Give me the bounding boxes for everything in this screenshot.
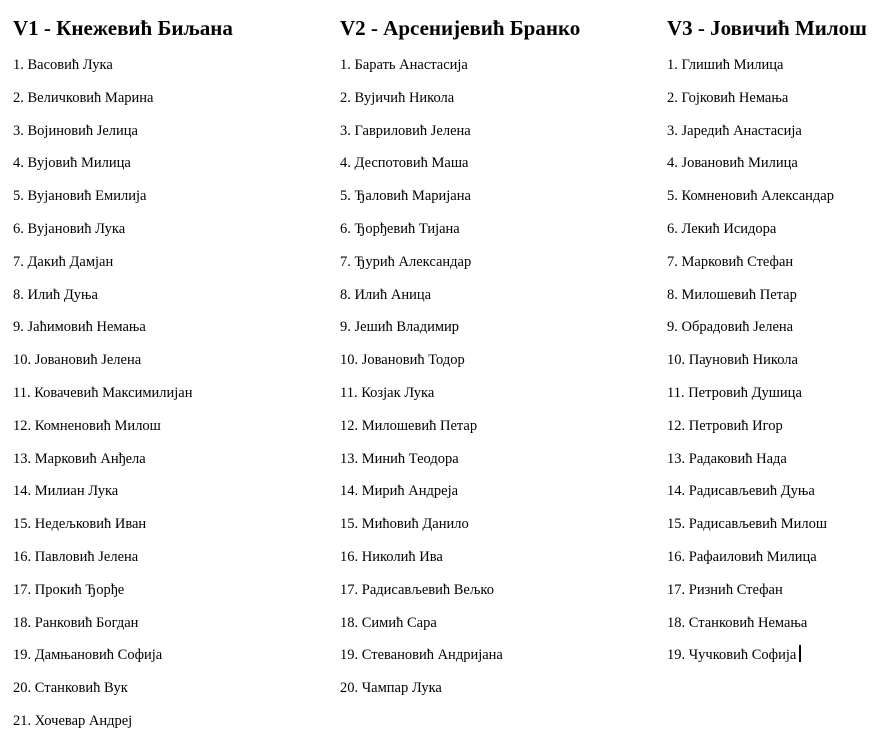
student-list-item [340, 580, 503, 613]
student-list-item [667, 449, 834, 482]
student-name: 16. Рафаиловић Милица [667, 548, 817, 565]
student-list-item [13, 186, 193, 219]
student-list-item [667, 121, 834, 154]
student-list-item [340, 350, 503, 383]
student-name: 20. Станковић Вук [13, 680, 128, 697]
student-name: 19. Стевановић Андријана [340, 647, 503, 664]
student-list-item [667, 416, 834, 449]
student-name: 2. Гојковић Немања [667, 89, 789, 106]
student-list-item [667, 252, 834, 285]
student-name: 18. Станковић Немања [667, 614, 808, 631]
student-name: 6. Вујановић Лука [13, 220, 126, 237]
student-list-item [13, 252, 193, 285]
student-list-item [340, 186, 503, 219]
student-list-item [13, 645, 193, 678]
student-name: 13. Минић Теодора [340, 450, 459, 467]
student-name: 10. Јовановић Јелена [13, 352, 142, 369]
column-title-v1: V1 - Кнежевић Биљана [13, 16, 233, 40]
student-list-item [667, 481, 834, 514]
student-name: 15. Радисављевић Милош [667, 516, 828, 533]
student-name: 13. Марковић Анђела [13, 450, 146, 467]
student-list-item [13, 416, 193, 449]
student-list-item [667, 219, 834, 252]
student-name: 11. Козјак Лука [340, 384, 435, 401]
student-list-item [667, 186, 834, 219]
student-list-item [13, 121, 193, 154]
student-name: 1. Васовић Лука [13, 57, 113, 73]
student-list-item [13, 350, 193, 383]
student-list-item [340, 449, 503, 482]
text-cursor [799, 645, 801, 662]
student-list-item [340, 613, 503, 646]
student-name: 10. Пауновић Никола [667, 352, 798, 369]
student-name: 8. Илић Аница [340, 286, 432, 303]
student-name: 7. Дакић Дамјан [13, 253, 114, 270]
student-name: 20. Чампар Лука [340, 680, 442, 697]
student-list-item [13, 88, 193, 121]
student-list-item [340, 481, 503, 514]
student-name: 14. Мирић Андреја [340, 483, 459, 500]
student-list-item [13, 514, 193, 547]
student-list-v2 [340, 55, 503, 711]
student-name: 12. Петровић Игор [667, 417, 783, 434]
student-name: 2. Вујичић Никола [340, 89, 455, 106]
student-list-item [340, 514, 503, 547]
student-name: 4. Вујовић Милица [13, 155, 131, 172]
student-list-item [13, 55, 193, 88]
student-list-item [340, 416, 503, 449]
student-list-item [340, 55, 503, 88]
student-list-v3 [667, 55, 834, 678]
student-name: 7. Ђурић Александар [340, 253, 472, 270]
student-name: 17. Прокић Ђорђе [13, 581, 125, 598]
student-list-item [667, 547, 834, 580]
student-name: 16. Павловић Јелена [13, 548, 139, 565]
student-name: 11. Петровић Душица [667, 384, 802, 401]
student-name: 14. Радисављевић Дуња [667, 483, 815, 500]
student-list-item [13, 481, 193, 514]
student-name: 21. Хочевар Андреј [13, 712, 133, 729]
column-title-v3: V3 - Јовичић Милош [667, 16, 867, 40]
student-list-item [340, 645, 503, 678]
student-list-item [13, 383, 193, 416]
student-list-item [13, 153, 193, 186]
student-list-item [13, 613, 193, 646]
student-name: 19. Чучковић Софија [667, 647, 797, 664]
student-name: 18. Ранковић Богдан [13, 614, 139, 631]
student-name: 1. Глишић Милица [667, 57, 784, 73]
student-name: 5. Комненовић Александар [667, 188, 834, 205]
student-name: 17. Ризнић Стефан [667, 581, 783, 598]
student-name: 3. Гавриловић Јелена [340, 122, 471, 139]
student-name: 15. Недељковић Иван [13, 516, 147, 533]
student-name: 8. Милошевић Петар [667, 286, 797, 303]
student-name: 12. Комненовић Милош [13, 417, 161, 434]
student-name: 2. Величковић Марина [13, 89, 154, 106]
student-name: 9. Јешић Владимир [340, 319, 460, 336]
student-list-item [340, 547, 503, 580]
student-list-item [340, 121, 503, 154]
student-list-item [340, 317, 503, 350]
student-list-item [340, 153, 503, 186]
student-list-item [340, 285, 503, 318]
student-list-item [13, 547, 193, 580]
student-list-item [13, 317, 193, 350]
student-list-v1 [13, 55, 193, 744]
student-name: 4. Јовановић Милица [667, 155, 798, 172]
student-list-item [13, 219, 193, 252]
student-list-item [667, 285, 834, 318]
student-name: 8. Илић Дуња [13, 286, 98, 303]
student-name: 18. Симић Сара [340, 614, 437, 631]
student-list-item [667, 350, 834, 383]
student-name: 9. Обрадовић Јелена [667, 319, 794, 336]
student-list-item [667, 153, 834, 186]
student-list-item [667, 88, 834, 121]
student-name: 14. Милиан Лука [13, 483, 119, 500]
student-list-item [667, 514, 834, 547]
student-list-item [13, 580, 193, 613]
student-list-item [340, 678, 503, 711]
student-list-item [667, 645, 834, 678]
student-name: 10. Јовановић Тодор [340, 352, 465, 369]
student-list-item [340, 88, 503, 121]
student-list-item [340, 252, 503, 285]
student-list-item [13, 449, 193, 482]
student-name: 6. Ђорђевић Тијана [340, 220, 460, 237]
student-name: 7. Марковић Стефан [667, 253, 794, 270]
student-name: 19. Дамњановић Софија [13, 647, 163, 664]
student-list-item [340, 383, 503, 416]
student-list-item [667, 317, 834, 350]
student-name: 3. Војиновић Јелица [13, 122, 138, 139]
student-list-item [340, 219, 503, 252]
student-list-item [667, 613, 834, 646]
student-name: 12. Милошевић Петар [340, 417, 478, 434]
student-name: 9. Јаћимовић Немања [13, 319, 146, 336]
student-list-item [13, 678, 193, 711]
student-list-item [13, 285, 193, 318]
student-name: 11. Ковачевић Максимилијан [13, 384, 193, 401]
student-list-item [667, 55, 834, 88]
student-name: 16. Николић Ива [340, 548, 443, 565]
student-name: 5. Ђаловић Маријана [340, 188, 471, 205]
column-title-v2: V2 - Арсенијевић Бранко [340, 16, 581, 40]
student-name: 13. Радаковић Нада [667, 450, 787, 467]
student-name: 4. Деспотовић Маша [340, 155, 469, 172]
student-name: 5. Вујановић Емилија [13, 188, 147, 205]
student-name: 15. Мићовић Данило [340, 516, 469, 533]
student-list-item [667, 580, 834, 613]
student-name: 1. Барать Анастасија [340, 57, 468, 73]
student-list-item [667, 383, 834, 416]
student-name: 17. Радисављевић Вељко [340, 581, 494, 598]
student-name: 6. Лекић Исидора [667, 220, 777, 237]
student-name: 3. Јаредић Анастасија [667, 122, 802, 139]
